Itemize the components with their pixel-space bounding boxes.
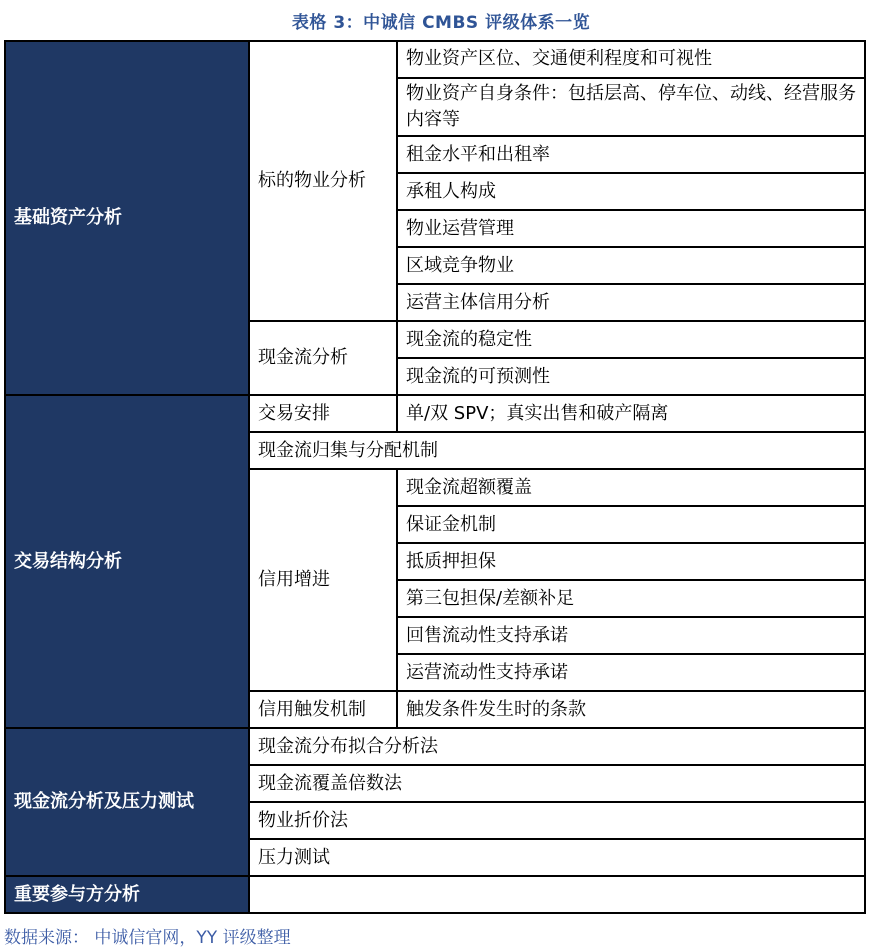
merged-detail-cell: 物业折价法: [249, 802, 865, 839]
merged-detail-cell: 压力测试: [249, 839, 865, 876]
merged-detail-cell: 现金流覆盖倍数法: [249, 765, 865, 802]
detail-cell: 物业资产自身条件：包括层高、停车位、动线、经营服务内容等: [397, 78, 865, 136]
detail-cell: 抵质押担保: [397, 543, 865, 580]
detail-cell: 区域竞争物业: [397, 247, 865, 284]
detail-cell: 物业资产区位、交通便利程度和可视性: [397, 41, 865, 78]
table-row: [5, 41, 865, 78]
detail-cell: 现金流超额覆盖: [397, 469, 865, 506]
detail-cell: 单/双 SPV；真实出售和破产隔离: [397, 395, 865, 432]
cmbs-rating-table: [4, 40, 866, 914]
table-title: 表格 3：中诚信 CMBS 评级体系一览: [291, 13, 591, 33]
sub-category-cell: 标的物业分析: [249, 41, 397, 321]
detail-cell: 保证金机制: [397, 506, 865, 543]
detail-cell: 租金水平和出租率: [397, 136, 865, 173]
merged-detail-cell: 运营主体信用分析: [397, 284, 865, 321]
detail-cell: 现金流的可预测性: [397, 358, 865, 395]
sub-category-cell: 交易安排: [249, 395, 397, 432]
detail-cell: 承租人构成: [397, 173, 865, 210]
sub-category-cell: 信用增进: [249, 469, 397, 691]
section-header-cell: 现金流分析及压力测试: [5, 728, 249, 876]
detail-cell: 第三包担保/差额补足: [397, 580, 865, 617]
table-row: [5, 395, 865, 432]
data-source-note: 数据来源： 中诚信官网，YY 评级整理: [4, 928, 291, 948]
merged-detail-cell: 现金流归集与分配机制: [249, 432, 865, 469]
detail-cell: 物业运营管理: [397, 210, 865, 247]
detail-cell: 运营流动性支持承诺: [397, 654, 865, 691]
section-header-cell: 重要参与方分析: [5, 876, 249, 913]
sub-category-cell: 信用触发机制: [249, 691, 397, 728]
detail-cell: 现金流的稳定性: [397, 321, 865, 358]
detail-cell: 触发条件发生时的条款: [397, 691, 865, 728]
section-header-cell: 基础资产分析: [5, 41, 249, 395]
section-header-cell: 交易结构分析: [5, 395, 249, 728]
detail-cell: 回售流动性支持承诺: [397, 617, 865, 654]
empty-detail-cell: [249, 876, 865, 913]
table-row: [5, 728, 865, 765]
sub-category-cell: 现金流分析: [249, 321, 397, 395]
merged-detail-cell: 现金流分布拟合分析法: [249, 728, 865, 765]
table-row: [5, 876, 865, 913]
